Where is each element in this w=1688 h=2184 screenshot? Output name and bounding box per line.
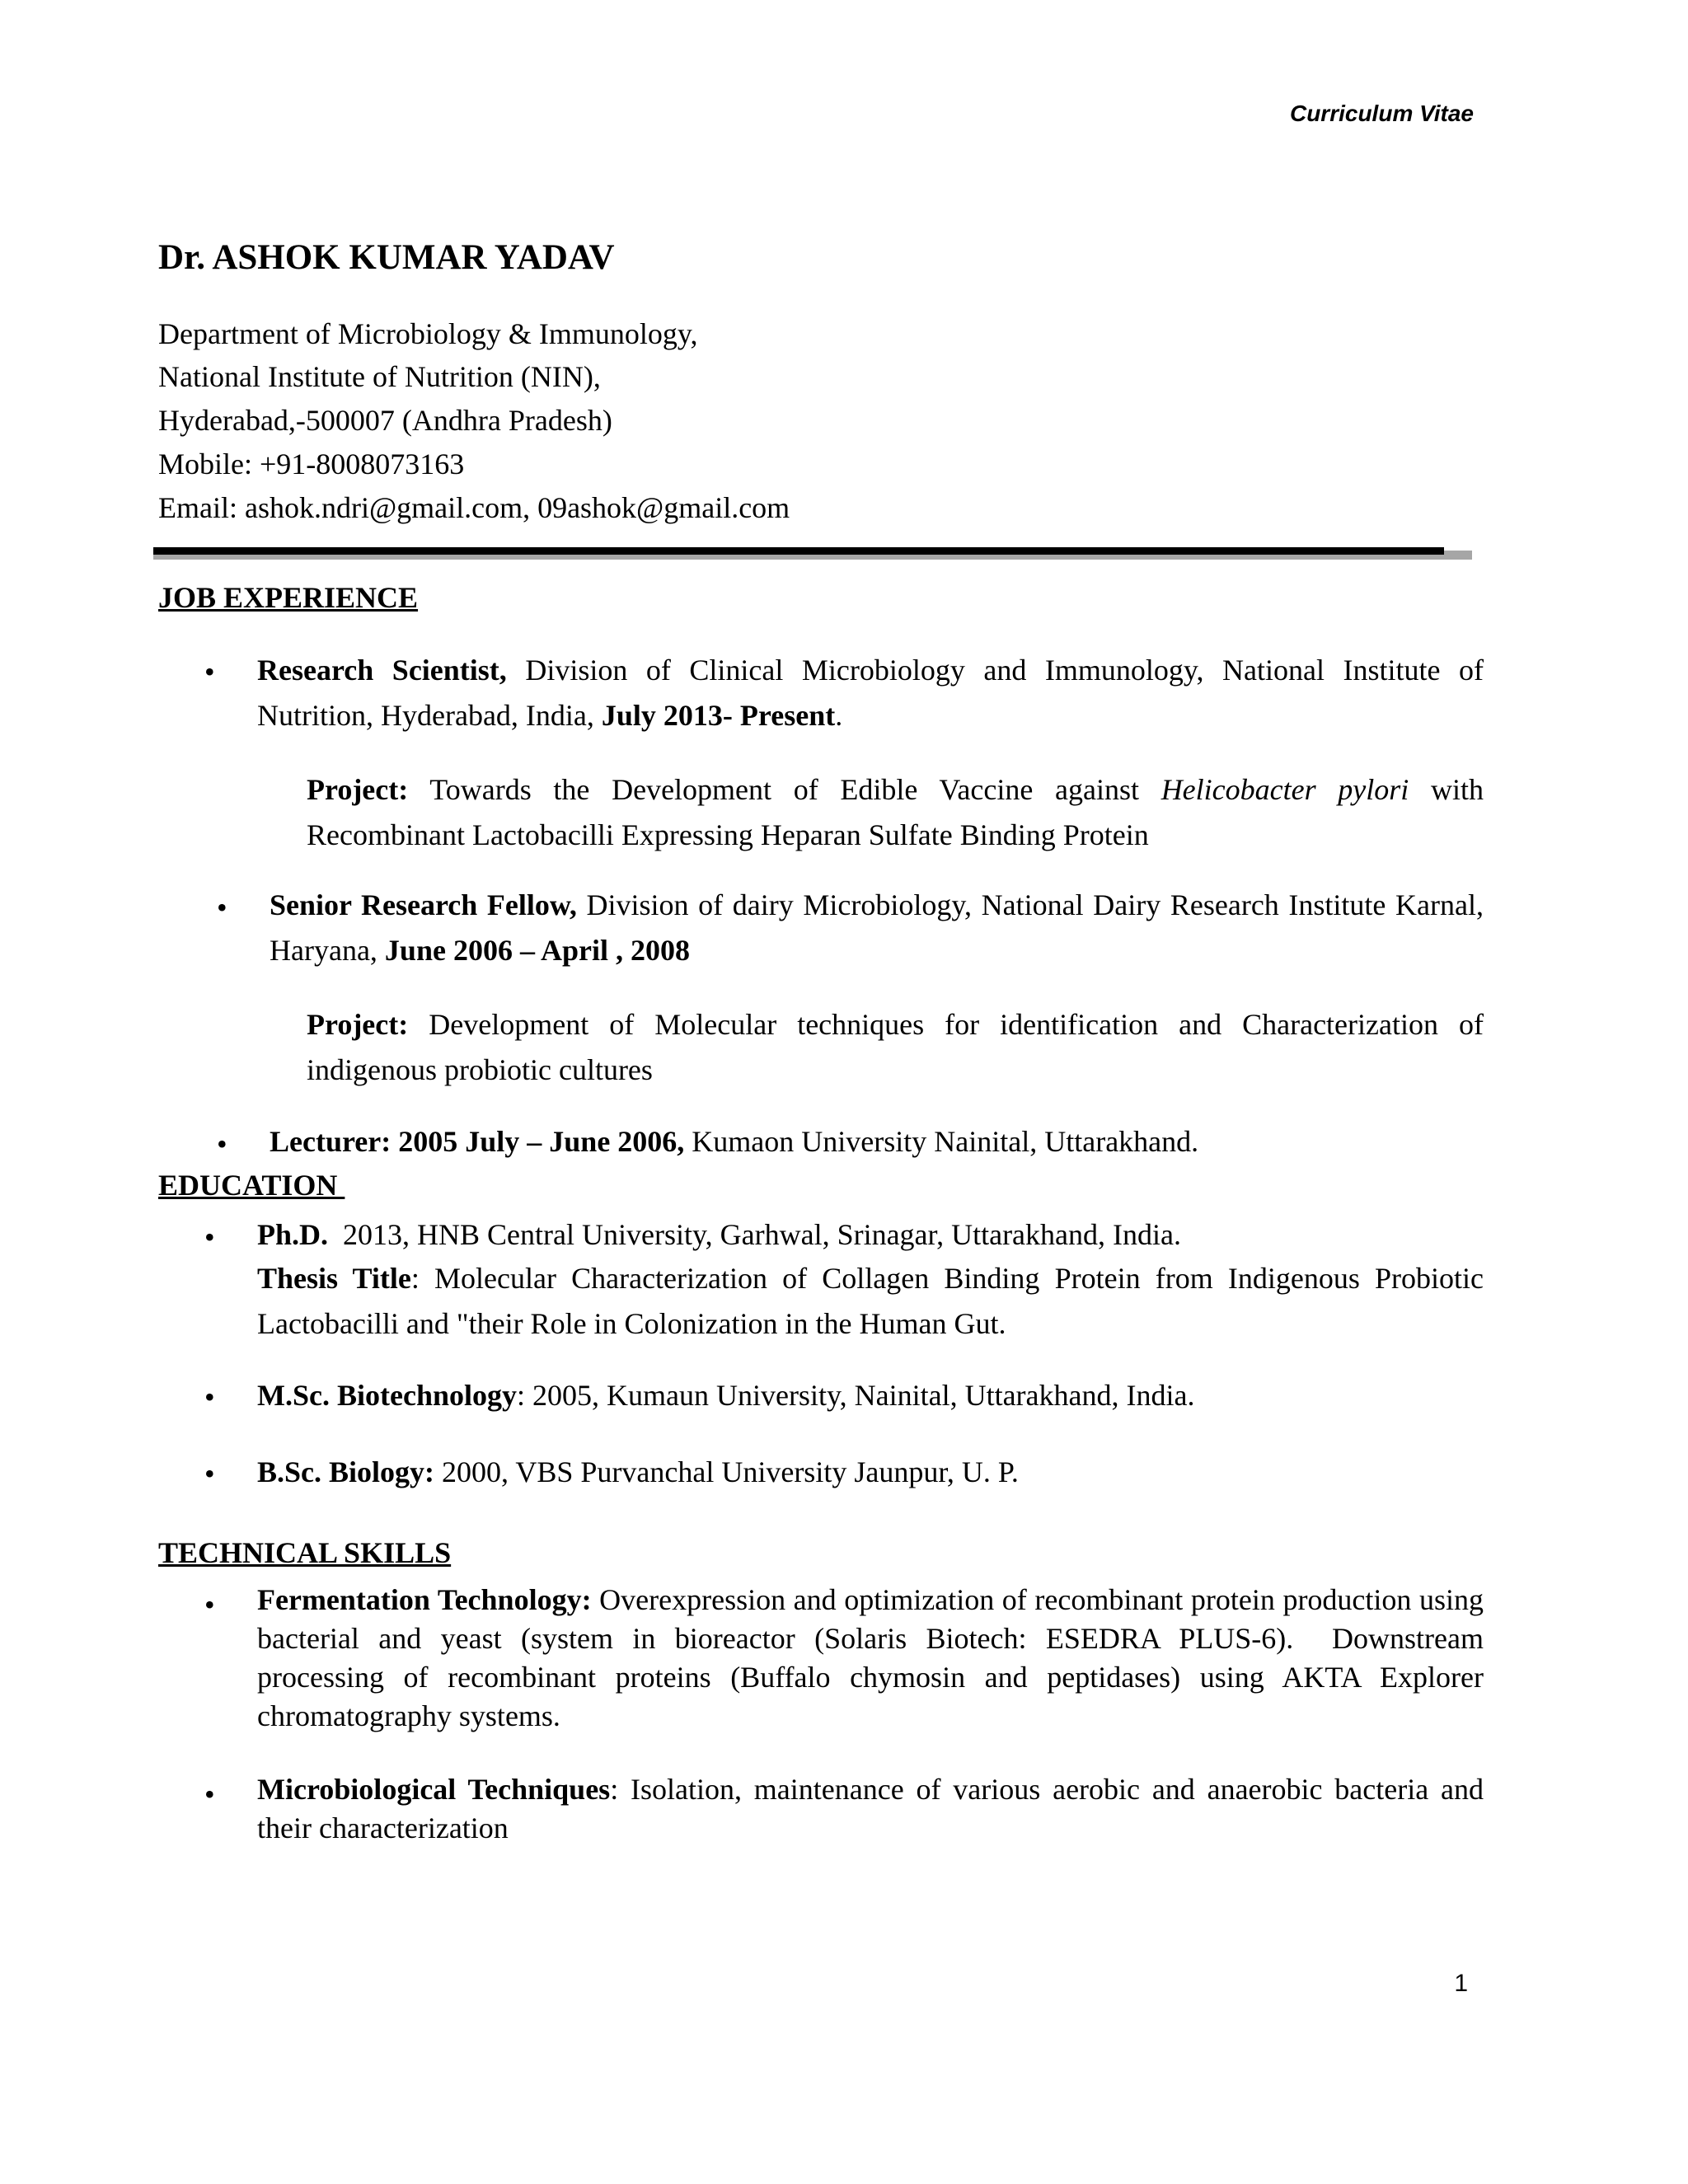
bullet-icon: • bbox=[204, 1380, 215, 1413]
project-text-cont: with Recombinant Lactobacilli Expressing Heparan Sulfate Binding Protein bbox=[307, 773, 1484, 851]
page-number: 1 bbox=[1454, 1970, 1468, 1997]
contact-department: Department of Microbiology & Immunology, bbox=[158, 317, 698, 350]
skill-item bbox=[257, 1581, 1492, 1736]
thesis bbox=[257, 1256, 1484, 1347]
degree-details: : 2005, Kumaun University, Nainital, Uttarakhand, India. bbox=[516, 1379, 1195, 1412]
bullet-icon: • bbox=[204, 1778, 215, 1811]
project-label: Project: bbox=[307, 1008, 409, 1041]
degree: M.Sc. Biotechnology bbox=[257, 1379, 517, 1412]
education-item bbox=[257, 1373, 1484, 1418]
project-text: Towards the Development of Edible Vaccine against bbox=[408, 773, 1161, 806]
job-item bbox=[270, 1119, 1484, 1165]
bullet-icon: • bbox=[204, 1457, 215, 1490]
contact-city: Hyderabad,-500007 (Andhra Pradesh) bbox=[158, 404, 612, 437]
education-item bbox=[257, 1450, 1484, 1495]
bullet-icon: • bbox=[217, 1127, 227, 1160]
degree-details: 2000, VBS Purvanchal University Jaunpur, U. P. bbox=[434, 1455, 1019, 1488]
job-item bbox=[257, 648, 1484, 738]
job-description: Division of dairy Microbiology, National Dairy Research Institute Karnal, Haryana, bbox=[270, 888, 1484, 967]
section-heading-skills: TECHNICAL SKILLS bbox=[158, 1536, 452, 1569]
contact-mobile: Mobile: +91-8008073163 bbox=[158, 448, 465, 480]
candidate-name: Dr. ASHOK KUMAR YADAV bbox=[158, 238, 615, 277]
header-rule-shadow-end bbox=[1444, 551, 1472, 560]
job-item bbox=[270, 883, 1484, 973]
thesis-label: Thesis Title bbox=[257, 1262, 411, 1295]
job-period: July 2013- Present bbox=[601, 699, 836, 732]
thesis-text: : Molecular Characterization of Collagen Binding Protein from Indigenous Probiotic Lactobacilli and "their Role in Colonization in the Human Gut. bbox=[257, 1262, 1484, 1340]
skill-description: : Isolation, maintenance of various aerobic and anaerobic bacteria and their characterization bbox=[257, 1773, 1484, 1844]
job-title: Senior Research Fellow, bbox=[270, 888, 577, 921]
job-title: Lecturer: 2005 July – June 2006, bbox=[270, 1125, 685, 1158]
running-header: Curriculum Vitae bbox=[1289, 101, 1474, 126]
job-end: . bbox=[835, 699, 843, 732]
degree: B.Sc. Biology: bbox=[257, 1455, 435, 1488]
education-item bbox=[257, 1216, 1484, 1254]
skill-description: Overexpression and optimization of recombinant protein production using bacterial and yeast (system in bioreactor (Solaris Biotech: ESEDRA PLUS-6). Downstream processing of recombinant proteins (Buffalo chymosin and peptidases) using AKTA Explorer chromatography systems. bbox=[257, 1583, 1492, 1732]
skill-title: Microbiological Techniques bbox=[257, 1773, 611, 1806]
project-label: Project: bbox=[307, 773, 409, 806]
bullet-icon: • bbox=[204, 1588, 215, 1621]
job-description: Division of Clinical Microbiology and Immunology, National Institute of Nutrition, Hyderabad, India, bbox=[257, 654, 1484, 732]
job-project bbox=[307, 767, 1484, 858]
skill-item bbox=[257, 1770, 1484, 1848]
job-title: Research Scientist, bbox=[257, 654, 507, 687]
project-text: Development of Molecular techniques for identification and Characterization of indigenous probiotic cultures bbox=[307, 1008, 1484, 1086]
job-project bbox=[307, 1002, 1484, 1093]
header-rule bbox=[153, 547, 1444, 555]
skill-title: Fermentation Technology: bbox=[257, 1583, 592, 1616]
degree-details: 2013, HNB Central University, Garhwal, Srinagar, Uttarakhand, India. bbox=[328, 1218, 1181, 1251]
degree: Ph.D. bbox=[257, 1218, 329, 1251]
bullet-icon: • bbox=[204, 1221, 215, 1254]
contact-institute: National Institute of Nutrition (NIN), bbox=[158, 360, 601, 393]
section-heading-education: EDUCATION bbox=[158, 1169, 345, 1202]
project-organism: Helicobacter pylori bbox=[1160, 773, 1409, 806]
contact-email: Email: ashok.ndri@gmail.com, 09ashok@gmail.com bbox=[158, 491, 790, 524]
job-period: June 2006 – April , 2008 bbox=[384, 934, 690, 967]
bullet-icon: • bbox=[204, 655, 215, 688]
section-heading-job: JOB EXPERIENCE bbox=[158, 581, 419, 614]
header-rule-shadow bbox=[153, 555, 1472, 560]
bullet-icon: • bbox=[217, 891, 227, 924]
job-description: Kumaon University Nainital, Uttarakhand. bbox=[684, 1125, 1199, 1158]
